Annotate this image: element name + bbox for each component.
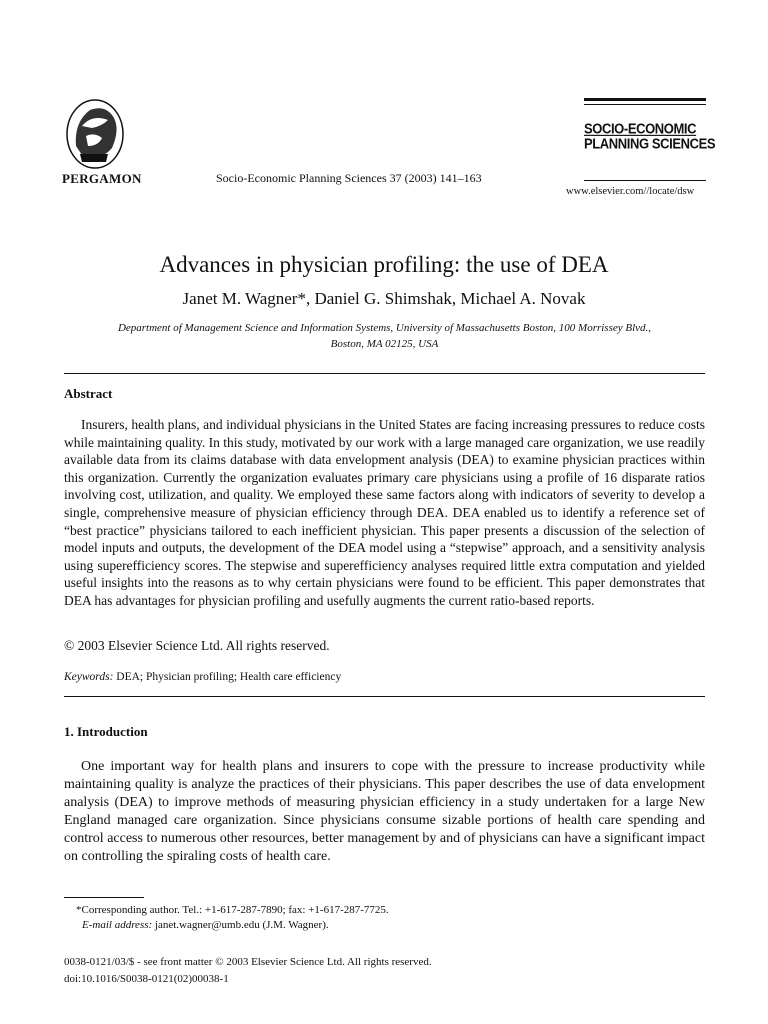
article-authors: Janet M. Wagner*, Daniel G. Shimshak, Michael A. Novak	[182, 289, 586, 308]
abstract-heading: Abstract	[64, 386, 113, 401]
email-label: E-mail address:	[82, 919, 153, 931]
journal-logo-rule	[584, 98, 706, 101]
abstract-body: Insurers, health plans, and individual physicians in the United States are facing increasing pressures to reduce costs while maintaining quality. In this study, motivated by our work with a large managed care organization, we use readily available data from its claims database with data envelopment analysis (DEA) to examine physician practices within this organization. Currently the organization evaluates primary care physicians using a profile of 16 disparate ratios involving cost, utilization, and quality. We employed these same factors along with indicators of severity to develop a single, comprehensive measure of physician efficiency through DEA. DEA enabled us to identify a reference set of “best practice” physicians tailored to each inefficient physician. This paper presents a discussion of the selection of model inputs and outputs, the development of the DEA model using a “stepwise” approach, and a sensitivity analysis using superefficiency scores. The stepwise and superefficiency analyses required little extra computation and yielded useful insights into the reasons as to why certain physicians were found to be efficient. This paper demonstrates that DEA has advantages for physician profiling and usefully augments the current ratio-based reports.	[64, 417, 705, 608]
issn-front-matter: 0038-0121/03/$ - see front matter © 2003 Elsevier Science Ltd. All rights reserved.	[64, 956, 432, 968]
publisher-name: PERGAMON	[62, 171, 142, 186]
corresponding-author-footnote: *Corresponding author. Tel.: +1-617-287-7890; fax: +1-617-287-7725.	[76, 904, 389, 916]
abstract-copyright: © 2003 Elsevier Science Ltd. All rights reserved.	[64, 638, 330, 653]
affiliation-line: Department of Management Science and Information Systems, University of Massachusetts Boston, 100 Morrissey Blvd.,	[117, 322, 652, 334]
doi[interactable]: doi:10.1016/S0038-0121(02)00038-1	[64, 973, 229, 985]
journal-citation: Socio-Economic Planning Sciences 37 (2003) 141–163	[216, 171, 482, 185]
journal-url[interactable]: www.elsevier.com//locate/dsw	[566, 186, 695, 197]
section-divider	[64, 696, 705, 697]
journal-logo-line: PLANNING SCIENCES	[584, 134, 716, 153]
journal-logo-rule	[584, 104, 706, 105]
article-title: Advances in physician profiling: the use of DEA	[159, 252, 609, 277]
keywords	[64, 671, 341, 683]
pergamon-logo-icon	[62, 96, 128, 172]
introduction-heading: 1. Introduction	[64, 724, 148, 739]
journal-logo-line: SOCIO-ECONOMIC	[584, 119, 697, 138]
keywords-label: Keywords:	[64, 671, 114, 683]
email-value[interactable]: janet.wagner@umb.edu (J.M. Wagner).	[152, 919, 329, 931]
journal-logo-rule	[584, 180, 706, 181]
section-divider	[64, 373, 705, 374]
email-footnote	[82, 919, 329, 931]
affiliation-line: Boston, MA 02125, USA	[330, 338, 439, 350]
keywords-text: DEA; Physician profiling; Health care efficiency	[113, 671, 342, 683]
footnote-divider	[64, 897, 144, 898]
journal-logo	[584, 119, 716, 153]
author-affiliation	[64, 320, 705, 352]
introduction-body: One important way for health plans and insurers to cope with the pressure to increase productivity while maintaining quality is analyze the practices of their physicians. This paper describes the use of data envelopment analysis (DEA) to improve methods of measuring physician efficiency in a study undertaken for a large New England managed care organization. Since physicians consume sizable portions of health care spending and control access to numerous other resources, better management by and of physicians can have a significant impact on controlling the spiraling costs of health care.	[64, 759, 705, 864]
journal-header	[0, 0, 768, 200]
